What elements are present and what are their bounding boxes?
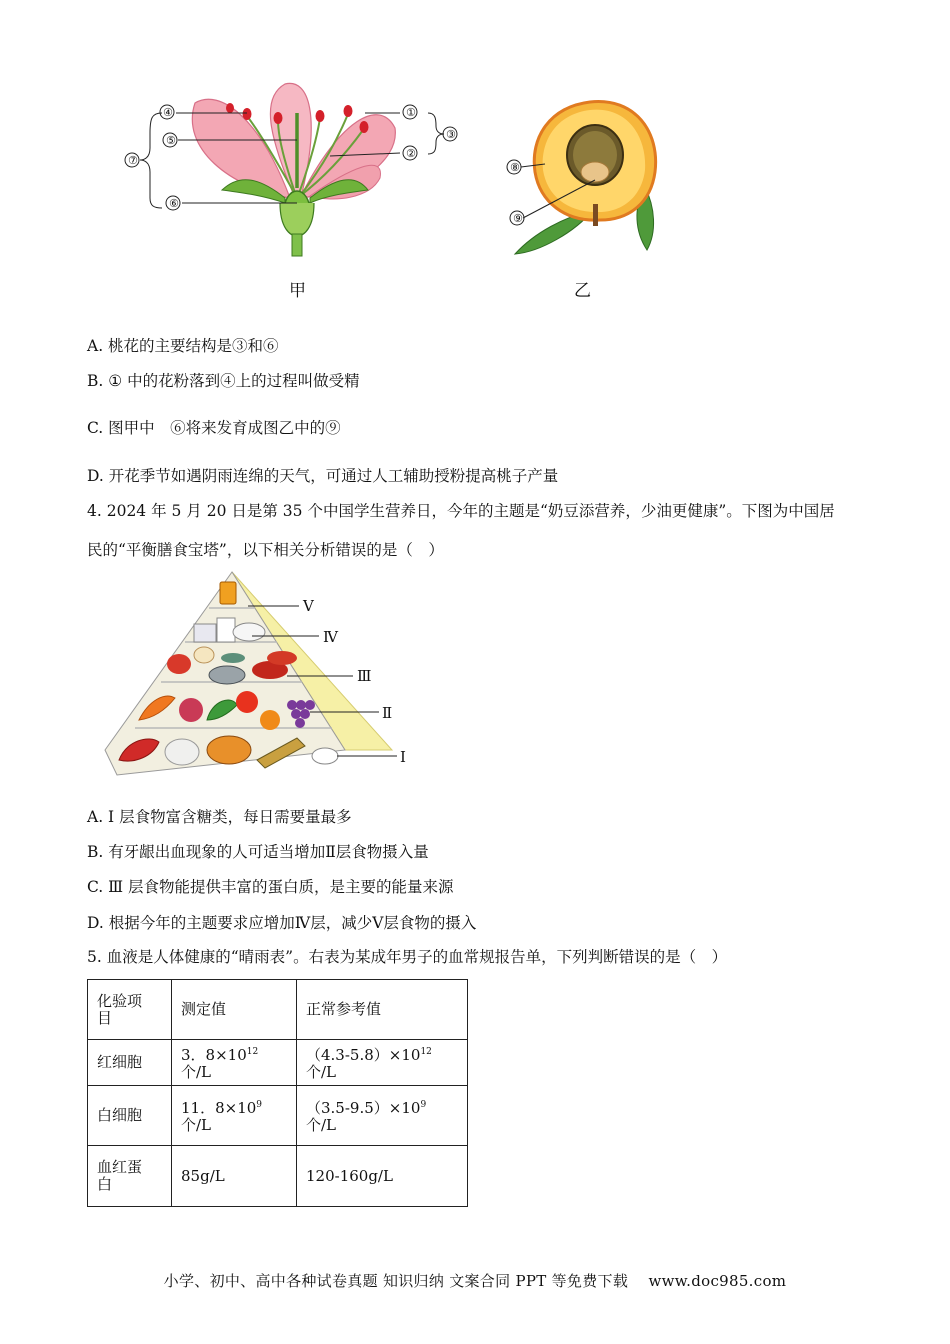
header-measured: 测定值 — [172, 980, 297, 1040]
wbc-reference: $(3.5-9.5)\times 10^9$ 个/L — [297, 1086, 468, 1146]
q3-option-a: A. 桃花的主要结构是③和⑥ — [87, 337, 279, 355]
caption-jia: 甲 — [289, 281, 306, 301]
q4-option-b: B. 有牙龈出血现象的人可适当增加Ⅱ层食物摄入量 — [87, 843, 429, 861]
q4-option-a: A. Ⅰ 层食物富含糖类，每日需要量最多 — [87, 808, 352, 826]
table-row — [88, 1040, 468, 1086]
seed — [581, 162, 609, 182]
q5-stem: 5. 血液是人体健康的“晴雨表”。右表为某成年男子的血常规报告单，下列判断错误的是（ ） — [87, 948, 728, 966]
q4-stem-line2: 民的“平衡膳食宝塔”，以下相关分析错误的是（ ） — [87, 541, 444, 559]
pyramid-label-5: Ⅴ — [303, 597, 314, 615]
q3-option-d: D. 开花季节如遇阴雨连绵的天气，可通过人工辅助授粉提高桃子产量 — [87, 467, 559, 485]
table-header-row — [88, 980, 468, 1040]
table-row — [88, 1146, 468, 1207]
page-footer: 小学、初中、高中各种试卷真题 知识归纳 文案合同 PPT 等免费下载 www.doc985.com — [163, 1272, 787, 1290]
label-8: ⑧ — [510, 161, 520, 174]
header-reference: 正常参考值 — [297, 980, 468, 1040]
label-7: ⑦ — [128, 154, 138, 167]
rbc-reference: $(4.3-5.8)\times 10^{12}$ 个/L — [297, 1040, 468, 1086]
q4-option-d: D. 根据今年的主题要求应增加Ⅳ层，减少Ⅴ层食物的摄入 — [87, 914, 477, 932]
pyramid-label-4: Ⅳ — [323, 628, 338, 646]
label-6: ⑥ — [169, 197, 179, 210]
q3-option-b: B. ① 中的花粉落到④上的过程叫做受精 — [87, 372, 360, 390]
label-5: ⑤ — [166, 134, 176, 147]
caption-yi: 乙 — [574, 281, 591, 301]
pyramid-label-3: Ⅲ — [357, 667, 372, 685]
blood-test-table — [87, 979, 468, 1207]
label-4: ④ — [163, 106, 173, 119]
rbc-measured: 3．$8\times 10^{12}$ 个/L — [172, 1040, 297, 1086]
hb-reference: 120-160g/L — [297, 1146, 468, 1207]
wbc-name: 白细胞 — [88, 1086, 172, 1146]
table-row — [88, 1086, 468, 1146]
hb-name: 血红蛋 白 — [88, 1146, 172, 1207]
q3-option-c: C. 图甲中 ⑥将来发育成图乙中的⑨ — [87, 419, 341, 437]
label-2: ② — [406, 147, 416, 160]
q4-option-c: C. Ⅲ 层食物能提供丰富的蛋白质，是主要的能量来源 — [87, 878, 454, 896]
pyramid-label-1: Ⅰ — [400, 748, 406, 766]
fruit-diagram — [495, 92, 670, 262]
wbc-measured: 11．$8\times 10^9$ 个/L — [172, 1086, 297, 1146]
label-1: ① — [406, 106, 416, 119]
hb-measured: 85g/L — [172, 1146, 297, 1207]
header-item: 化验项 目 — [88, 980, 172, 1040]
label-3: ③ — [446, 128, 456, 141]
q4-stem-line1: 4. 2024 年 5 月 20 日是第 35 个中国学生营养日，今年的主题是“奶豆添营养，少油更健康”。下图为中国居 — [87, 502, 835, 520]
label-9: ⑨ — [513, 212, 523, 225]
rbc-name: 红细胞 — [88, 1040, 172, 1086]
flower-diagram — [110, 78, 470, 258]
pyramid-label-2: Ⅱ — [382, 704, 393, 722]
food-pyramid — [87, 570, 417, 778]
